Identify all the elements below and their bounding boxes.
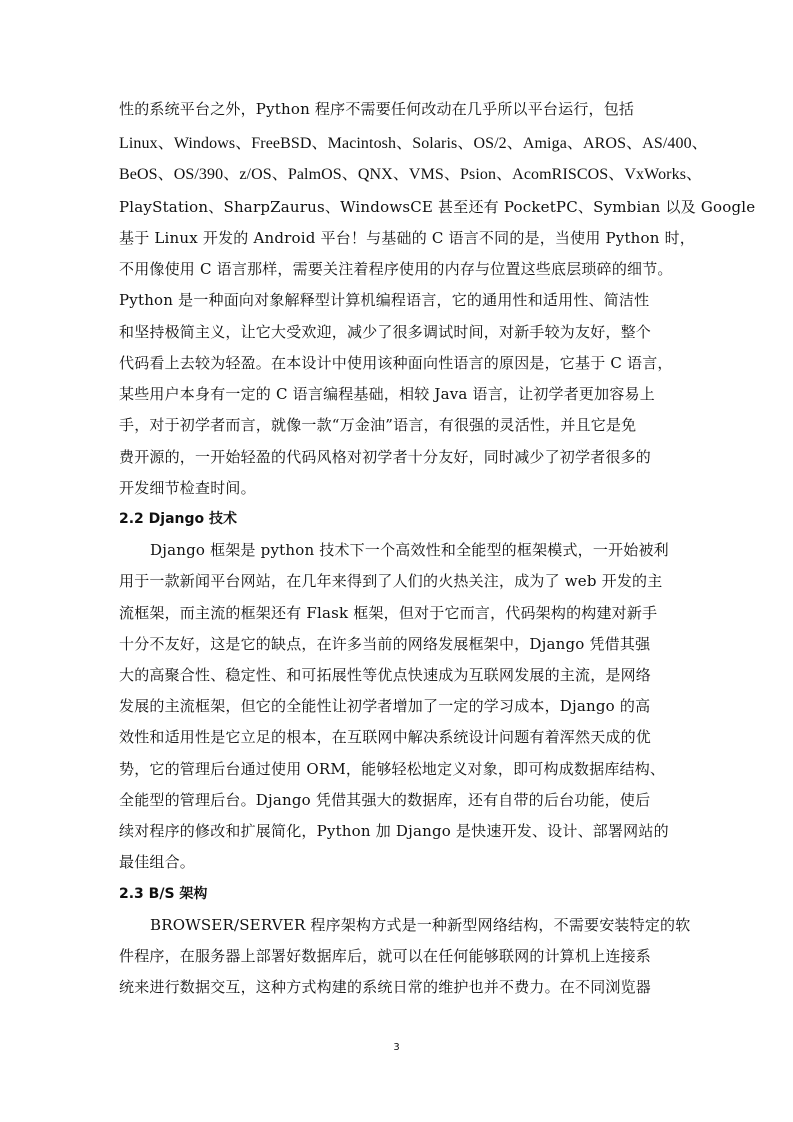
body-text-line: 件程序，在服务器上部署好数据库后，就可以在任何能够联网的计算机上连接系: [119, 947, 652, 965]
body-text-line: 用于一款新闻平台网站，在几年来得到了人们的火热关注，成为了 web 开发的主: [119, 572, 663, 590]
body-text-line: 性的系统平台之外，Python 程序不需要任何改动在几乎所以平台运行，包括: [119, 100, 635, 118]
body-text-line: 全能型的管理后台。Django 凭借其强大的数据库，还有自带的后台功能，使后: [119, 791, 651, 809]
body-text-line: 基于 Linux 开发的 Android 平台！与基础的 C 语言不同的是，当使用 Python 时，: [119, 229, 696, 247]
body-text-line: 代码看上去较为轻盈。在本设计中使用该种面向性语言的原因是，它基于 C 语言，: [119, 354, 673, 372]
body-text-line: 十分不友好，这是它的缺点，在许多当前的网络发展框架中，Django 凭借其强: [119, 635, 651, 653]
body-text-line: 统来进行数据交互，这种方式构建的系统日常的维护也并不费力。在不同浏览器: [119, 978, 652, 996]
section-heading-bs-architecture: 2.3 B/S 架构: [119, 886, 208, 902]
body-text-line: BeOS、OS/390、z/OS、PalmOS、QNX、VMS、Psion、AcomRISCOS、VxWorks、: [119, 166, 703, 183]
body-text-line: Linux、Windows、FreeBSD、Macintosh、Solaris、OS/2、Amiga、AROS、AS/400、: [119, 135, 708, 152]
body-text-line: 续对程序的修改和扩展简化，Python 加 Django 是快速开发、设计、部署网站的: [119, 822, 669, 840]
body-text-line: 势，它的管理后台通过使用 ORM，能够轻松地定义对象，即可构成数据库结构、: [119, 760, 666, 778]
body-text-line: BROWSER/SERVER 程序架构方式是一种新型网络结构，不需要安装特定的软: [150, 916, 691, 934]
body-text-line: 开发细节检查时间。: [119, 479, 256, 497]
body-text-line: 手，对于初学者而言，就像一款“万金油”语言，有很强的灵活性，并且它是免: [119, 416, 637, 434]
body-text-line: 费开源的，一开始轻盈的代码风格对初学者十分友好，同时减少了初学者很多的: [119, 448, 652, 466]
body-text-line: Python 是一种面向对象解释型计算机编程语言，它的通用性和适用性、简洁性: [119, 291, 650, 309]
body-text-line: PlayStation、SharpZaurus、WindowsCE 甚至还有 PocketPC、Symbian 以及 Google: [119, 198, 756, 216]
body-text-line: 大的高聚合性、稳定性、和可拓展性等优点快速成为互联网发展的主流，是网络: [119, 666, 652, 684]
page-number: 3: [393, 1042, 400, 1053]
body-text-line: Django 框架是 python 技术下一个高效性和全能型的框架模式，一开始被利: [150, 541, 669, 559]
body-text-line: 效性和适用性是它立足的根本，在互联网中解决系统设计问题有着浑然天成的优: [119, 728, 652, 746]
body-text-line: 发展的主流框架，但它的全能性让初学者增加了一定的学习成本，Django 的高: [119, 697, 651, 715]
body-text-line: 某些用户本身有一定的 C 语言编程基础，相较 Java 语言，让初学者更加容易上: [119, 385, 655, 403]
body-text-line: 流框架，而主流的框架还有 Flask 框架，但对于它而言，代码架构的构建对新手: [119, 604, 658, 622]
section-heading-django: 2.2 Django 技术: [119, 511, 238, 527]
body-text-line: 最佳组合。: [119, 853, 196, 871]
body-text-line: 和坚持极简主义，让它大受欢迎，减少了很多调试时间，对新手较为友好，整个: [119, 323, 652, 341]
body-text-line: 不用像使用 C 语言那样，需要关注着程序使用的内存与位置这些底层琐碎的细节。: [119, 260, 673, 278]
